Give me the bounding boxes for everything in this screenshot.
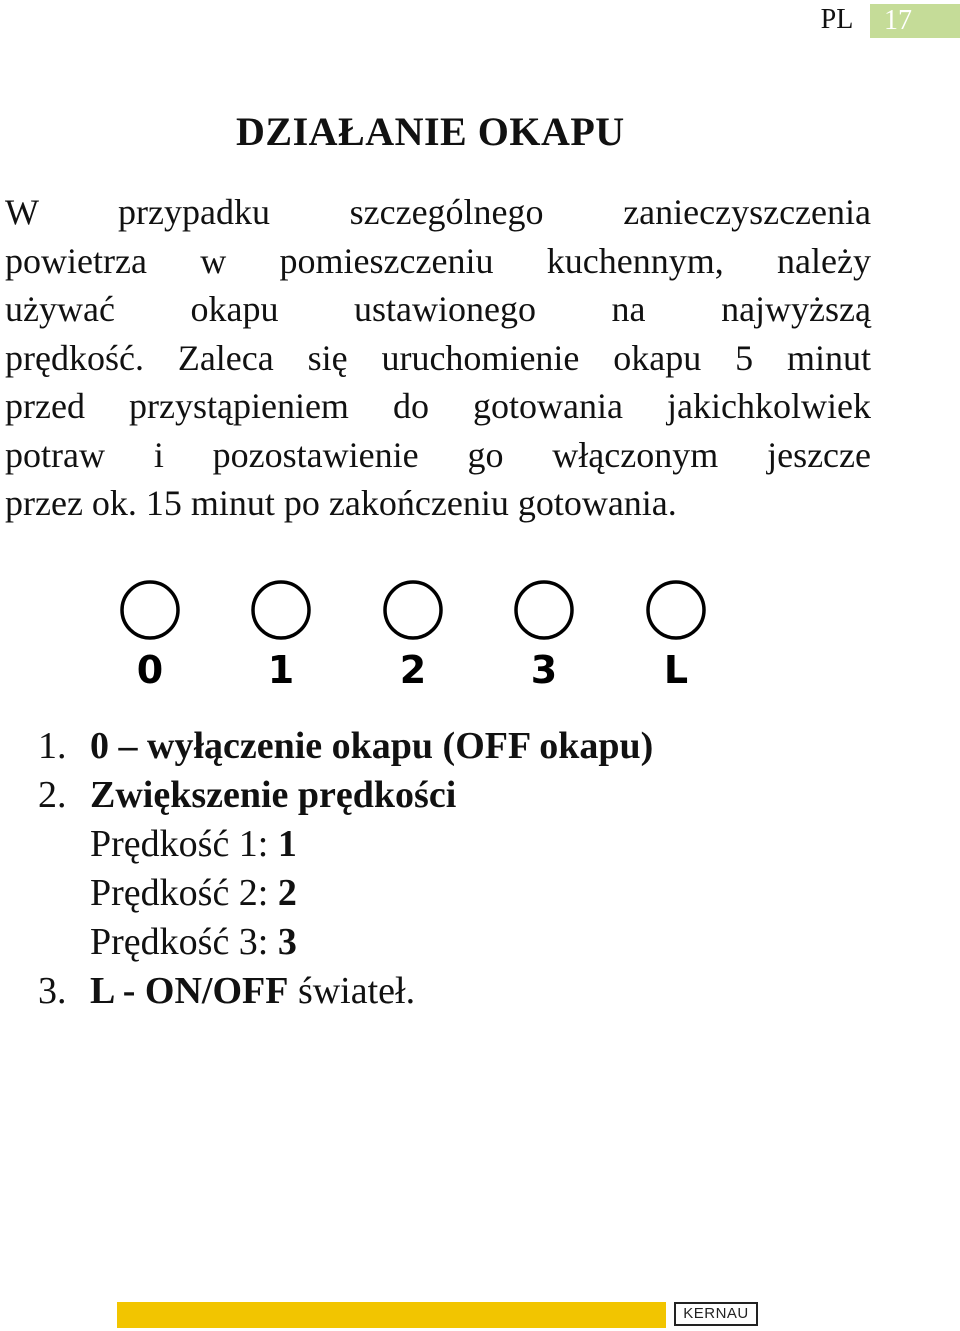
page-number: 17	[870, 4, 960, 38]
list-number: 1.	[38, 725, 67, 767]
paragraph-line: przez ok. 15 minut po zakończeniu gotowania.	[5, 483, 677, 523]
button-circle-icon	[253, 582, 309, 638]
speed-item	[38, 918, 653, 967]
brand-logo: KERNAU	[674, 1302, 758, 1326]
button-1	[253, 582, 309, 692]
button-3	[516, 582, 572, 692]
list-item	[38, 722, 653, 771]
button-label: 2	[399, 648, 427, 692]
list-number: 2.	[38, 774, 67, 816]
paragraph-line: W przypadku szczególnego zanieczyszczenia	[5, 192, 871, 232]
control-panel-diagram	[110, 576, 730, 696]
speed-value: 2	[277, 872, 297, 914]
language-label: PL	[820, 4, 854, 35]
intro-paragraph	[5, 188, 871, 528]
speed-value: 1	[277, 823, 297, 865]
list-number: 3.	[38, 970, 67, 1012]
list-text: świateł.	[288, 970, 416, 1012]
speed-value: 3	[277, 921, 297, 963]
footer-bar	[117, 1302, 666, 1328]
button-circle-icon	[516, 582, 572, 638]
button-label: 1	[267, 648, 295, 692]
page-title: DZIAŁANIE OKAPU	[236, 109, 625, 154]
speed-item	[38, 869, 653, 918]
button-label: L	[663, 648, 689, 692]
button-0	[122, 582, 178, 692]
list-text: 0 – wyłączenie okapu (OFF okapu)	[90, 725, 654, 767]
speed-label: Prędkość 1:	[90, 823, 278, 865]
button-label: 3	[530, 648, 558, 692]
list-text: Zwiększenie prędkości	[90, 774, 457, 816]
list-item	[38, 771, 653, 820]
paragraph-line: przed przystąpieniem do gotowania jakichkolwiek	[5, 386, 871, 426]
paragraph-line: potraw i pozostawienie go włączonym jeszcze	[5, 434, 871, 475]
speed-item	[38, 820, 653, 869]
speed-label: Prędkość 3:	[90, 921, 278, 963]
functions-list	[38, 722, 653, 1016]
paragraph-line: prędkość. Zaleca się uruchomienie okapu 5 minut	[5, 337, 871, 378]
button-label: 0	[136, 648, 164, 692]
button-circle-icon	[122, 582, 178, 638]
button-circle-icon	[385, 582, 441, 638]
button-light	[648, 582, 704, 692]
button-2	[385, 582, 441, 692]
paragraph-line: używać okapu ustawionego na najwyższą	[5, 289, 871, 329]
speed-label: Prędkość 2:	[90, 872, 278, 914]
list-item	[38, 967, 653, 1016]
paragraph-line: powietrza w pomieszczeniu kuchennym, należy	[5, 240, 871, 281]
list-text-bold: L - ON/OFF	[90, 970, 289, 1012]
button-circle-icon	[648, 582, 704, 638]
